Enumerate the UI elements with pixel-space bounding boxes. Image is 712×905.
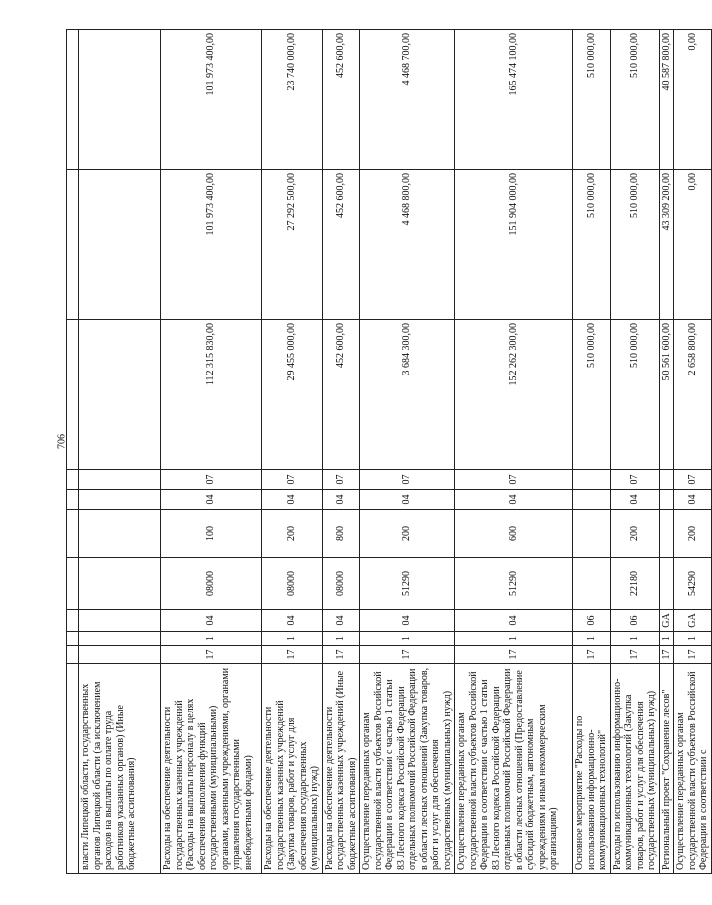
code-cell: 07: [161, 470, 262, 490]
code-cell: 600: [455, 510, 573, 558]
rotated-table-area: [66, 30, 709, 874]
amount-cell: 0,00: [674, 170, 712, 320]
amount-cell: 27 292 500,00: [262, 170, 323, 320]
table-row: [659, 30, 674, 874]
row-description: Основное мероприятие "Расходы по использованию информационно-коммуникационных технологий": [573, 664, 611, 874]
table-row: [67, 30, 79, 874]
row-description: власти Липецкой области, государственных органов Липецкой области (за исключением расходов на выплаты по оплате труда работников указанных органов) (Иные бюджетные ассигнования): [79, 664, 161, 874]
amount-cell: 151 904 000,00: [455, 170, 573, 320]
amount-cell: 452 600,00: [322, 30, 360, 170]
code-cell: [573, 490, 611, 510]
amount-cell: 510 000,00: [573, 170, 611, 320]
amount-cell: 4 468 700,00: [360, 30, 455, 170]
code-cell: [79, 646, 161, 664]
code-cell: 06: [573, 610, 611, 632]
amount-cell: 2 658 800,00: [674, 320, 712, 470]
row-description: [67, 664, 79, 874]
code-cell: 07: [455, 470, 573, 490]
code-cell: 07: [322, 470, 360, 490]
table-body: [67, 30, 712, 874]
table-row: [79, 30, 161, 874]
code-cell: 200: [262, 510, 323, 558]
code-cell: [79, 470, 161, 490]
code-cell: 08000: [161, 558, 262, 610]
code-cell: [79, 510, 161, 558]
code-cell: 1: [610, 632, 659, 646]
amount-cell: [79, 320, 161, 470]
code-cell: 54290: [674, 558, 712, 610]
code-cell: 17: [262, 646, 323, 664]
code-cell: [659, 510, 674, 558]
amount-cell: 510 000,00: [573, 30, 611, 170]
code-cell: 1: [262, 632, 323, 646]
code-cell: GA: [659, 610, 674, 632]
amount-cell: 40 587 800,00: [659, 30, 674, 170]
code-cell: 51290: [455, 558, 573, 610]
page-number: 706: [56, 434, 68, 449]
code-cell: 17: [360, 646, 455, 664]
code-cell: 04: [455, 610, 573, 632]
code-cell: [67, 470, 79, 490]
code-cell: 04: [455, 490, 573, 510]
code-cell: 04: [360, 490, 455, 510]
code-cell: 08000: [262, 558, 323, 610]
code-cell: 04: [360, 610, 455, 632]
code-cell: 04: [674, 490, 712, 510]
amount-cell: 510 000,00: [610, 320, 659, 470]
row-description: Осуществление переданных органам государственной власти субъектов Российской Федерации в соответствии с частью 1 статьи 83 Лесного кодекса Российской Федерации отдельных полномочий Российской Федерации в области лесных отношений (Закупка товаров, работ и услуг для обеспечения государственных (муниципальных) нужд): [360, 664, 455, 874]
row-description: Расходы на обеспечение деятельности государственных казенных учреждений (Закупка товаров, работ и услуг для обеспечения государственных (муниципальных) нужд): [262, 664, 323, 874]
amount-cell: [79, 30, 161, 170]
code-cell: [67, 646, 79, 664]
table-row: [161, 30, 262, 874]
code-cell: 17: [573, 646, 611, 664]
code-cell: 04: [322, 610, 360, 632]
code-cell: 100: [161, 510, 262, 558]
code-cell: [79, 490, 161, 510]
amount-cell: 4 468 800,00: [360, 170, 455, 320]
code-cell: [79, 558, 161, 610]
code-cell: [659, 470, 674, 490]
code-cell: 22180: [610, 558, 659, 610]
code-cell: 04: [262, 490, 323, 510]
code-cell: 200: [610, 510, 659, 558]
amount-cell: 0,00: [674, 30, 712, 170]
amount-cell: 29 455 000,00: [262, 320, 323, 470]
amount-cell: 510 000,00: [610, 170, 659, 320]
code-cell: 800: [322, 510, 360, 558]
row-description: Расходы по использованию информационно-коммуникационных технологий (Закупка товаров, работ и услуг для обеспечения государственных (муниципальных) нужд): [610, 664, 659, 874]
code-cell: 1: [573, 632, 611, 646]
row-description: Расходы на обеспечение деятельности государственных казенных учреждений (Иные бюджетные ассигнования): [322, 664, 360, 874]
code-cell: GA: [674, 610, 712, 632]
table-row: [262, 30, 323, 874]
code-cell: 08000: [322, 558, 360, 610]
code-cell: [573, 558, 611, 610]
amount-cell: [67, 30, 79, 170]
amount-cell: [67, 320, 79, 470]
amount-cell: 23 740 000,00: [262, 30, 323, 170]
code-cell: 17: [659, 646, 674, 664]
code-cell: 17: [455, 646, 573, 664]
code-cell: [67, 510, 79, 558]
code-cell: [67, 632, 79, 646]
row-description: Осуществление переданных органам государственной власти субъектов Российской Федерации в соответствии с частью 1 статьи 83 Лесного кодекса Российской Федерации отдельных полномочий Российской Федерации в области лесных отношений (Предоставление субсидий бюджетным, автономным учреждениям и иным некоммерческим организациям): [455, 664, 573, 874]
code-cell: [67, 610, 79, 632]
code-cell: [67, 490, 79, 510]
table-row: [573, 30, 611, 874]
table-row: [674, 30, 712, 874]
amount-cell: 3 684 300,00: [360, 320, 455, 470]
code-cell: 17: [610, 646, 659, 664]
row-description: Расходы на обеспечение деятельности государственных казенных учреждений (Расходы на выплаты персоналу в целях обеспечения выполнения функций государственными (муниципальными) органами, казенными учреждениями, органами управления государственными внебюджетными фондами): [161, 664, 262, 874]
amount-cell: 452 600,00: [322, 170, 360, 320]
code-cell: 1: [455, 632, 573, 646]
code-cell: 04: [322, 490, 360, 510]
amount-cell: [79, 170, 161, 320]
code-cell: 07: [360, 470, 455, 490]
code-cell: 200: [674, 510, 712, 558]
table-row: [610, 30, 659, 874]
amount-cell: 510 000,00: [610, 30, 659, 170]
code-cell: [659, 490, 674, 510]
amount-cell: [67, 170, 79, 320]
code-cell: 17: [161, 646, 262, 664]
code-cell: 04: [161, 610, 262, 632]
code-cell: 04: [161, 490, 262, 510]
amount-cell: 50 561 600,00: [659, 320, 674, 470]
budget-table: [66, 29, 712, 874]
code-cell: 04: [262, 610, 323, 632]
code-cell: 200: [360, 510, 455, 558]
amount-cell: 101 973 400,00: [161, 170, 262, 320]
amount-cell: 101 973 400,00: [161, 30, 262, 170]
code-cell: [659, 558, 674, 610]
code-cell: 17: [674, 646, 712, 664]
code-cell: [67, 558, 79, 610]
code-cell: 1: [674, 632, 712, 646]
row-description: Региональный проект "Сохранение лесов": [659, 664, 674, 874]
amount-cell: 152 262 300,00: [455, 320, 573, 470]
amount-cell: 43 309 200,00: [659, 170, 674, 320]
code-cell: [573, 510, 611, 558]
code-cell: 17: [322, 646, 360, 664]
amount-cell: 510 000,00: [573, 320, 611, 470]
code-cell: [79, 632, 161, 646]
amount-cell: 112 315 830,00: [161, 320, 262, 470]
code-cell: 07: [674, 470, 712, 490]
code-cell: 07: [262, 470, 323, 490]
code-cell: 1: [322, 632, 360, 646]
code-cell: [573, 470, 611, 490]
table-row: [455, 30, 573, 874]
code-cell: 06: [610, 610, 659, 632]
amount-cell: 165 474 100,00: [455, 30, 573, 170]
table-row: [360, 30, 455, 874]
table-row: [322, 30, 360, 874]
code-cell: [79, 610, 161, 632]
code-cell: 07: [610, 470, 659, 490]
row-description: Осуществление переданных органам государственной власти субъектов Российской Федерации в соответствии с: [674, 664, 712, 874]
code-cell: 1: [360, 632, 455, 646]
code-cell: 1: [659, 632, 674, 646]
code-cell: 51290: [360, 558, 455, 610]
amount-cell: 452 600,00: [322, 320, 360, 470]
code-cell: 04: [610, 490, 659, 510]
code-cell: 1: [161, 632, 262, 646]
